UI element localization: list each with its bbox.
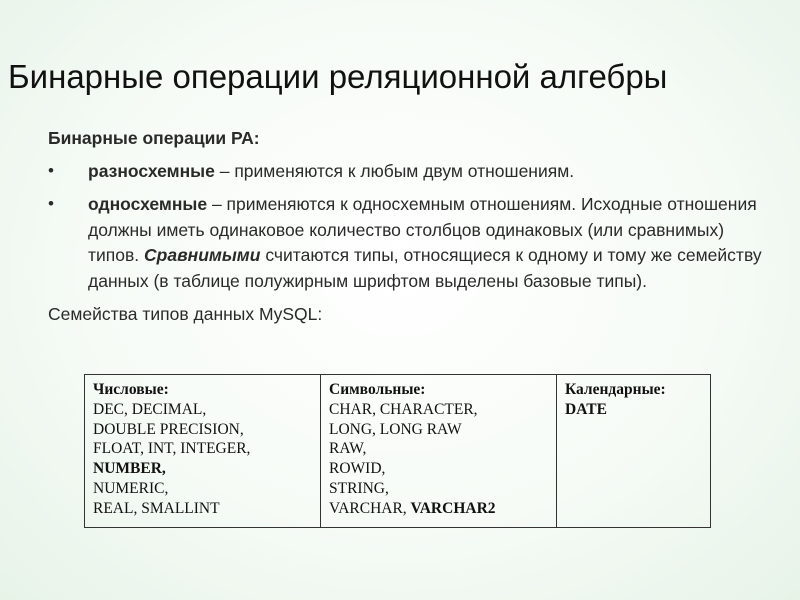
type-line: RAW, (329, 440, 367, 458)
bullet-text-continued: считаются типы, относящиеся к одному и тому же семейству данных (в таблице полужирным шрифтом выделены базовые типы). (88, 245, 762, 291)
calendar-types-cell (557, 375, 711, 528)
base-type-text: VARCHAR2 (410, 499, 496, 517)
bullet-text: – применяются к любым двум отношениям. (214, 160, 575, 181)
families-label: Семейства типов данных MySQL: (48, 304, 323, 324)
numeric-header: Числовые: (93, 381, 169, 398)
slide-content (48, 126, 768, 328)
bullet-term: односхемные (88, 194, 208, 214)
type-line: DEC, DECIMAL, (93, 400, 207, 418)
data-types-table (84, 374, 711, 528)
type-line: REAL, SMALLINT (93, 499, 220, 517)
bullet-term: разносхемные (88, 160, 215, 181)
bullet-icon: • (48, 194, 54, 213)
numeric-types-cell (85, 375, 321, 528)
base-type-line: NUMBER, (93, 460, 166, 478)
bullet-icon: • (48, 160, 54, 180)
type-line: NUMERIC, (93, 479, 169, 497)
symbolic-types-cell (321, 375, 557, 528)
subtitle: Бинарные операции РА: (48, 128, 260, 148)
type-line (329, 499, 548, 519)
bullet-item-homoschematic (48, 192, 768, 294)
bullet-text: – применяются к односхемным отношениям. Исходные отношения должны иметь одинаковое количество столбцов одинаковых (или сравнимых) типов. (88, 194, 757, 265)
bullet-list (48, 159, 768, 295)
slide-title: Бинарные операции реляционной алгебры (8, 58, 668, 95)
type-line: FLOAT, INT, INTEGER, (93, 440, 251, 458)
type-text: VARCHAR, (329, 499, 411, 517)
symbolic-header: Символьные: (329, 381, 426, 398)
type-line: STRING, (329, 479, 389, 497)
type-line: DOUBLE PRECISION, (93, 420, 244, 438)
bullet-emphasis: Сравнимыми (144, 245, 261, 265)
type-line: LONG, LONG RAW (329, 420, 462, 438)
calendar-header: Календарные: (565, 381, 666, 398)
table-row (85, 375, 711, 528)
bullet-item-heteroschematic (48, 159, 768, 185)
type-line: CHAR, CHARACTER, (329, 400, 478, 418)
base-type-line: DATE (565, 400, 607, 418)
type-line: ROWID, (329, 460, 386, 478)
